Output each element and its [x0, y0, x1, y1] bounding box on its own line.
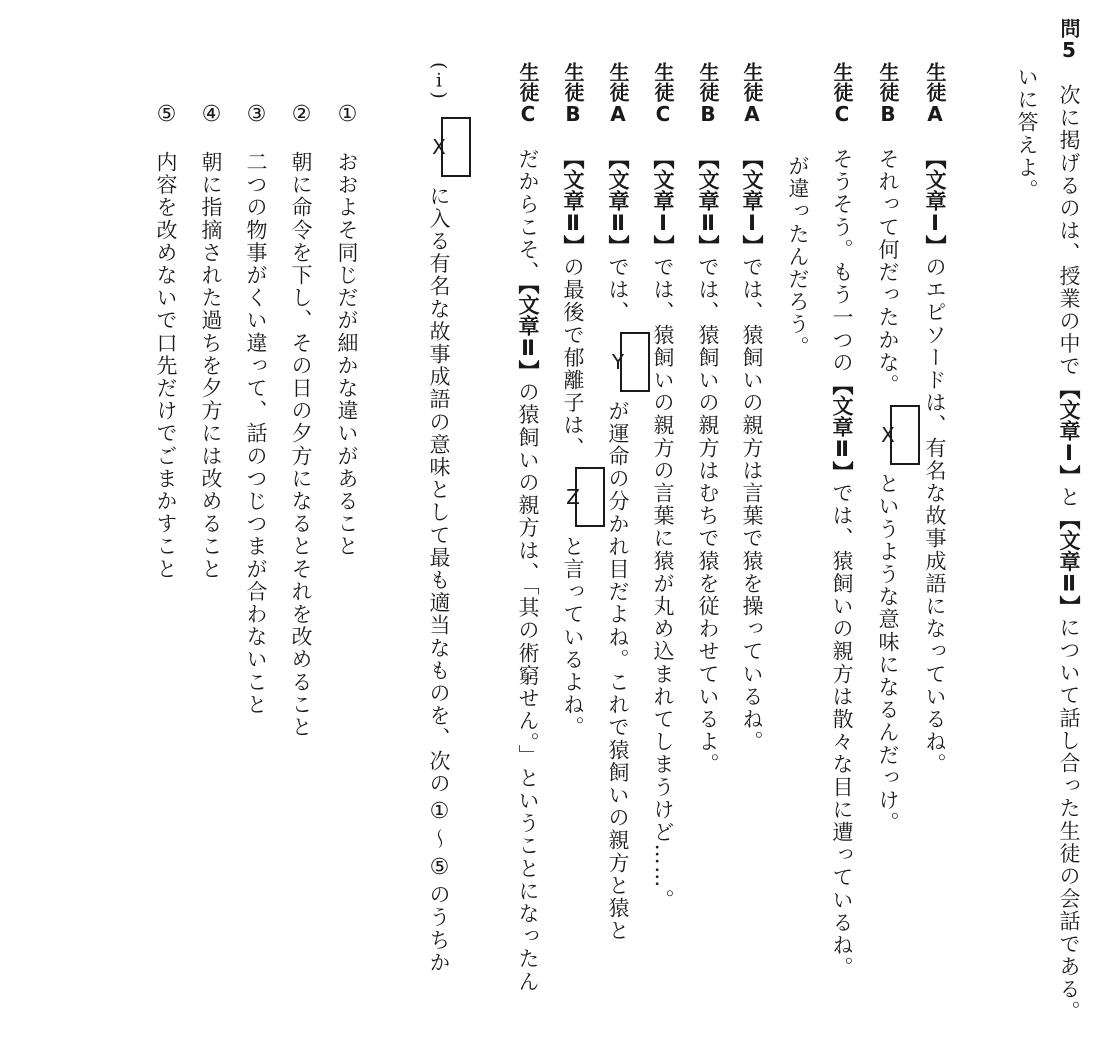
speaker-label: 生徒A	[606, 62, 630, 126]
choice-2[interactable]	[290, 98, 312, 739]
choice-text: 内容を改めないで口先だけでごまかすこと	[154, 151, 178, 581]
question-line-2: いに答えよ。	[1015, 66, 1039, 202]
choice-mark: ④	[199, 102, 224, 127]
blank-box-x: X	[441, 117, 471, 177]
dialogue-continuation: が違ったんだろう。	[786, 155, 810, 359]
dialogue-line: 生徒C【文章Ⅰ】では、猿飼いの親方の言葉に猿が丸め込まれてしまうけど……。	[651, 62, 675, 912]
dialogue-line: 生徒A【文章Ⅰ】のエピソードは、有名な故事成語になっているね。	[923, 62, 947, 776]
choice-mark: ⑤	[154, 102, 179, 127]
choice-mark: ①	[335, 102, 360, 127]
question-number: 5	[1057, 38, 1081, 62]
blank-box-x: X	[890, 405, 920, 465]
speaker-label: 生徒C	[651, 62, 675, 126]
dialogue-line: 生徒B【文章Ⅱ】では、猿飼いの親方はむちで猿を従わせているよ。	[696, 62, 720, 776]
choice-range-start: ①	[427, 799, 452, 825]
subquestion-label: (ⅰ)	[428, 62, 450, 99]
dialogue-line: 生徒Cだからこそ、【文章Ⅱ】の猿飼いの親方は、「其の術窮せん。」ということになったん	[516, 62, 540, 993]
dialogue-line: 生徒Bそれって何だったかな。Xというような意味になるんだっけ。	[877, 62, 920, 834]
dialogue-line: 生徒Cそうそう。もう一つの【文章Ⅱ】では、猿飼いの親方は散々な目に遭っているね。	[830, 62, 854, 980]
choice-text: 朝に命令を下し、その日の夕方になるとそれを改めること	[289, 151, 313, 739]
speaker-label: 生徒B	[561, 62, 585, 126]
speaker-label: 生徒C	[830, 62, 854, 126]
choice-range-end: ⑤	[427, 854, 452, 880]
speaker-label: 生徒A	[740, 62, 764, 126]
dialogue-line: 生徒A【文章Ⅰ】では、猿飼いの親方は言葉で猿を操っているね。	[740, 62, 764, 754]
reference-bunsho-2: 【文章Ⅱ】	[1057, 508, 1081, 617]
speaker-label: 生徒B	[876, 62, 900, 126]
reference-bunsho-1: 【文章Ⅰ】	[1057, 377, 1081, 486]
choice-mark: ②	[289, 102, 314, 127]
subquestion-line: (ⅰ)Xに入る有名な故事成語の意味として最も適当なものを、次の①〜⑤のうちか	[428, 62, 471, 974]
blank-box-z: Z	[575, 467, 605, 527]
choice-text: おおよそ同じだが細かな違いがあること	[335, 151, 359, 558]
dialogue-line: 生徒B【文章Ⅱ】の最後で郁離子は、Zと言っているよね。	[562, 62, 605, 739]
dialogue-line: 生徒A【文章Ⅱ】では、Yが運命の分かれ目だよね。これで猿飼いの親方と猿と	[607, 62, 650, 942]
question-line-1: 問5次に掲げるのは、授業の中で【文章Ⅰ】と【文章Ⅱ】について話し合った生徒の会話である。	[1057, 18, 1081, 1024]
choice-text: 二つの物事がくい違って、話のつじつまが合わないこと	[244, 151, 268, 716]
speaker-label: 生徒A	[923, 62, 947, 126]
choice-text: 朝に指摘された過ちを夕方には改めること	[199, 151, 223, 581]
choice-4[interactable]	[200, 98, 222, 580]
speaker-label: 生徒B	[696, 62, 720, 126]
choice-1[interactable]	[336, 98, 358, 558]
choice-mark: ③	[244, 102, 269, 127]
question-label: 問	[1057, 18, 1081, 38]
speaker-label: 生徒C	[516, 62, 540, 126]
choice-3[interactable]	[245, 98, 267, 716]
choice-5[interactable]	[155, 98, 177, 580]
blank-box-y: Y	[620, 332, 650, 392]
